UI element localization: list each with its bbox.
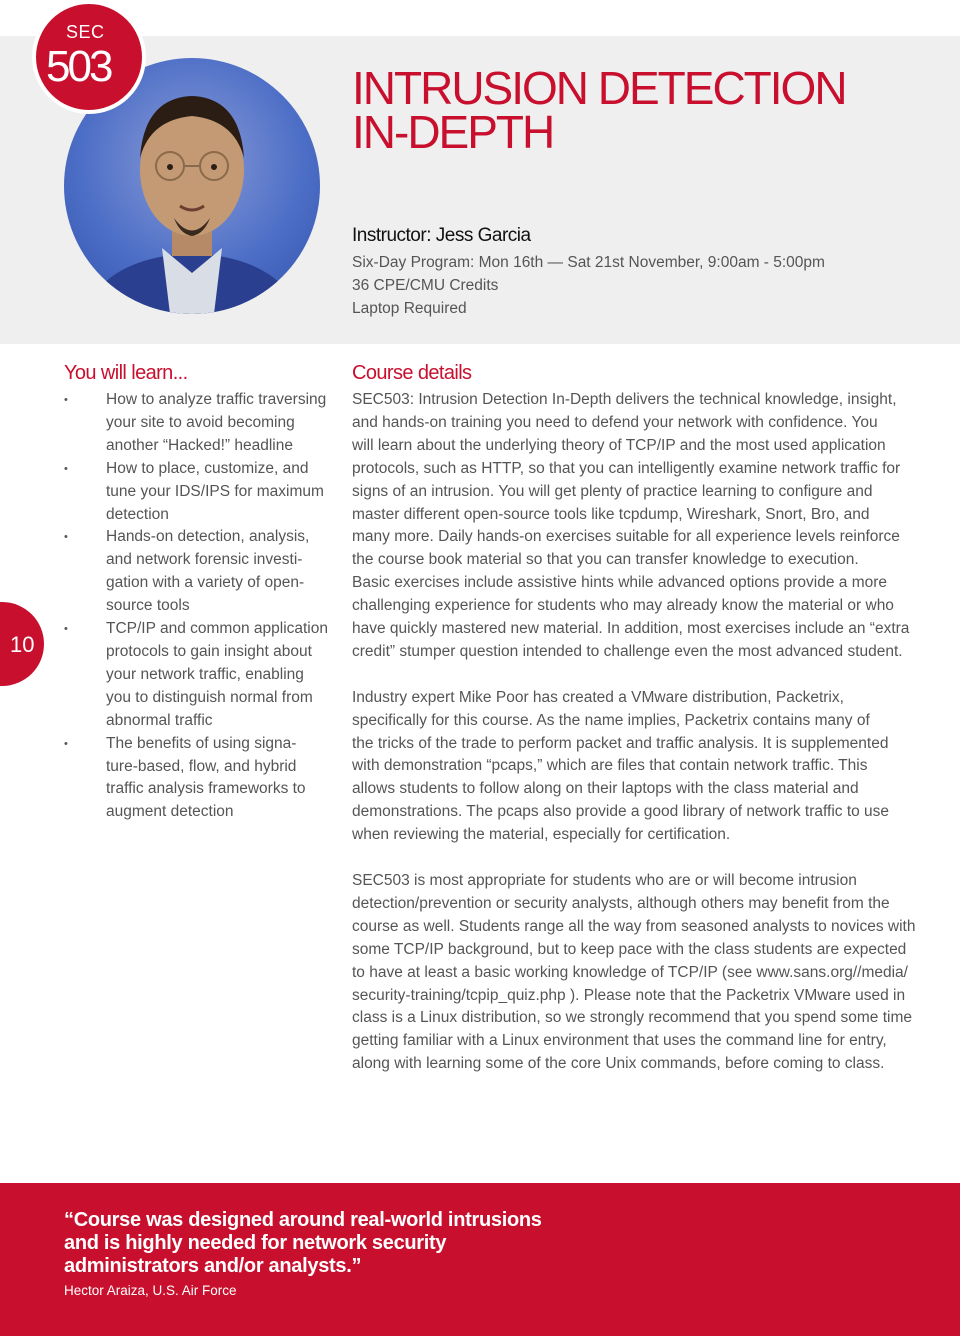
course-title-line-2: IN-DEPTH <box>352 106 554 158</box>
credits-text: 36 CPE/CMU Credits <box>352 277 499 294</box>
course-meta <box>352 251 825 320</box>
quote-line: and is highly needed for network security <box>64 1232 447 1254</box>
details-line: SEC503: Intrusion Detection In-Depth delivers the technical knowledge, insight, <box>352 391 897 408</box>
learn-item-line: your network traffic, enabling <box>106 665 304 683</box>
badge-number: 503 <box>46 42 111 91</box>
learn-item-line: you to distinguish normal from <box>106 688 313 706</box>
details-line: have quickly mastered new material. In addition, most exercises include an “extra <box>352 620 910 638</box>
details-line: specifically for this course. As the name implies, Packetrix contains many of <box>352 711 870 729</box>
learn-list <box>64 389 334 824</box>
details-line: master different open-source tools like tcpdump, Wireshark, Snort, Bro, and <box>352 505 870 523</box>
details-line: protocols, such as HTTP, so that you can intelligently examine network traffic for <box>352 459 901 477</box>
laptop-requirement-text: Laptop Required <box>352 300 467 317</box>
learn-item-line: protocols to gain insight about <box>106 642 312 660</box>
details-line: signs of an intrusion. You will get plenty of practice learning to configure and <box>352 482 873 500</box>
learn-item <box>64 733 334 825</box>
badge-prefix: SEC <box>66 22 105 42</box>
learn-item-line: • How to place, customize, and <box>106 459 309 477</box>
testimonial-quote <box>64 1209 624 1278</box>
details-line: Industry expert Mike Poor has created a VMware distribution, Packetrix, <box>352 688 844 706</box>
details-paragraph <box>352 870 916 1076</box>
instructor-name: Instructor: Jess Garcia <box>352 225 531 246</box>
learn-item-line: traffic analysis frameworks to <box>106 780 306 798</box>
learn-item-line: augment detection <box>106 803 234 821</box>
details-line: class is a Linux distribution, so we strongly recommend that you spend some time <box>352 1009 912 1027</box>
details-line: course as well. Students range all the way from seasoned analysts to novices with <box>352 917 916 935</box>
learn-item-line: ture-based, flow, and hybrid <box>106 757 297 775</box>
details-line: demonstrations. The pcaps also provide a good library of network traffic to use <box>352 803 890 821</box>
quote-line: administrators and/or analysts.” <box>64 1255 362 1277</box>
schedule-text: Six-Day Program: Mon 16th — Sat 21st November, 9:00am - 5:00pm <box>352 254 825 271</box>
details-line: detection/prevention or security analysts, although others may benefit from the <box>352 894 890 912</box>
details-line: along with learning some of the core Unix commands, before coming to class. <box>352 1055 885 1073</box>
details-line: will learn about the underlying theory of TCP/IP and the most used application <box>352 436 886 454</box>
learn-item-line: source tools <box>106 597 190 615</box>
learn-heading: You will learn... <box>64 362 188 384</box>
details-paragraph <box>352 687 900 847</box>
learn-item-line: • The benefits of using signa- <box>106 734 297 752</box>
details-body <box>352 389 916 1076</box>
details-line: challenging experience for students who may already know the material or who <box>352 597 894 615</box>
details-line: and hands-on training you need to defend your network with confidence. You <box>352 413 878 431</box>
details-line: many more. Daily hands-on exercises suitable for all experience levels reinforce <box>352 528 900 546</box>
details-line: when reviewing the material, especially for certification. <box>352 826 731 844</box>
learn-item <box>64 618 334 733</box>
learn-item-line: abnormal traffic <box>106 711 213 729</box>
learn-item-line: your site to avoid becoming <box>106 413 295 431</box>
course-title-line-1: INTRUSION DETECTION <box>352 62 846 114</box>
details-line: to have at least a basic working knowledge of TCP/IP (see www.sans.org//media/ <box>352 963 908 981</box>
learn-item-line: tune your IDS/IPS for maximum <box>106 482 324 500</box>
page-number: 10 <box>10 632 35 657</box>
details-line: SEC503 is most appropriate for students who are or will become intrusion <box>352 872 857 889</box>
page-number-tab <box>0 602 44 686</box>
learn-item <box>64 458 334 527</box>
details-paragraph <box>352 389 910 664</box>
learning-objectives <box>64 362 334 824</box>
course-title <box>352 62 846 158</box>
learn-item-line: • TCP/IP and common application <box>106 620 328 638</box>
course-code-badge <box>32 0 146 114</box>
learn-item-line: another “Hacked!” headline <box>106 436 293 454</box>
learn-item-line: gation with a variety of open- <box>106 574 305 592</box>
learn-item <box>64 526 334 618</box>
details-line: with demonstration “pcaps,” which are files that contain network traffic. This <box>352 757 868 775</box>
learn-item <box>64 389 334 458</box>
learn-item-line: • How to analyze traffic traversing <box>106 391 327 408</box>
testimonial-attribution: Hector Araiza, U.S. Air Force <box>64 1283 237 1298</box>
details-heading: Course details <box>352 362 472 384</box>
details-line: Basic exercises include assistive hints while advanced options provide a more <box>352 574 888 592</box>
details-line: the course book material so that you can transfer knowledge to execution. <box>352 551 859 569</box>
details-line: allows students to follow along on their laptops with the class material and <box>352 780 859 798</box>
learn-item-line: and network forensic investi- <box>106 551 303 569</box>
learn-item-line: detection <box>106 505 169 523</box>
details-line: getting familiar with a Linux environment that uses the command line for entry, <box>352 1032 887 1050</box>
course-details <box>352 362 916 1099</box>
details-line: the tricks of the trade to perform packet and traffic analysis. It is supplemented <box>352 734 889 752</box>
details-line: security-training/tcpip_quiz.php ). Please note that the Packetrix VMware used in <box>352 986 906 1004</box>
learn-item-line: • Hands-on detection, analysis, <box>106 528 310 546</box>
testimonial-footer <box>0 1183 960 1336</box>
details-line: some TCP/IP background, but to keep pace with the class students are expected <box>352 940 907 958</box>
details-line: credit” stumper question intended to challenge even the most advanced student. <box>352 642 903 660</box>
quote-line: “Course was designed around real-world intrusions <box>64 1209 542 1231</box>
